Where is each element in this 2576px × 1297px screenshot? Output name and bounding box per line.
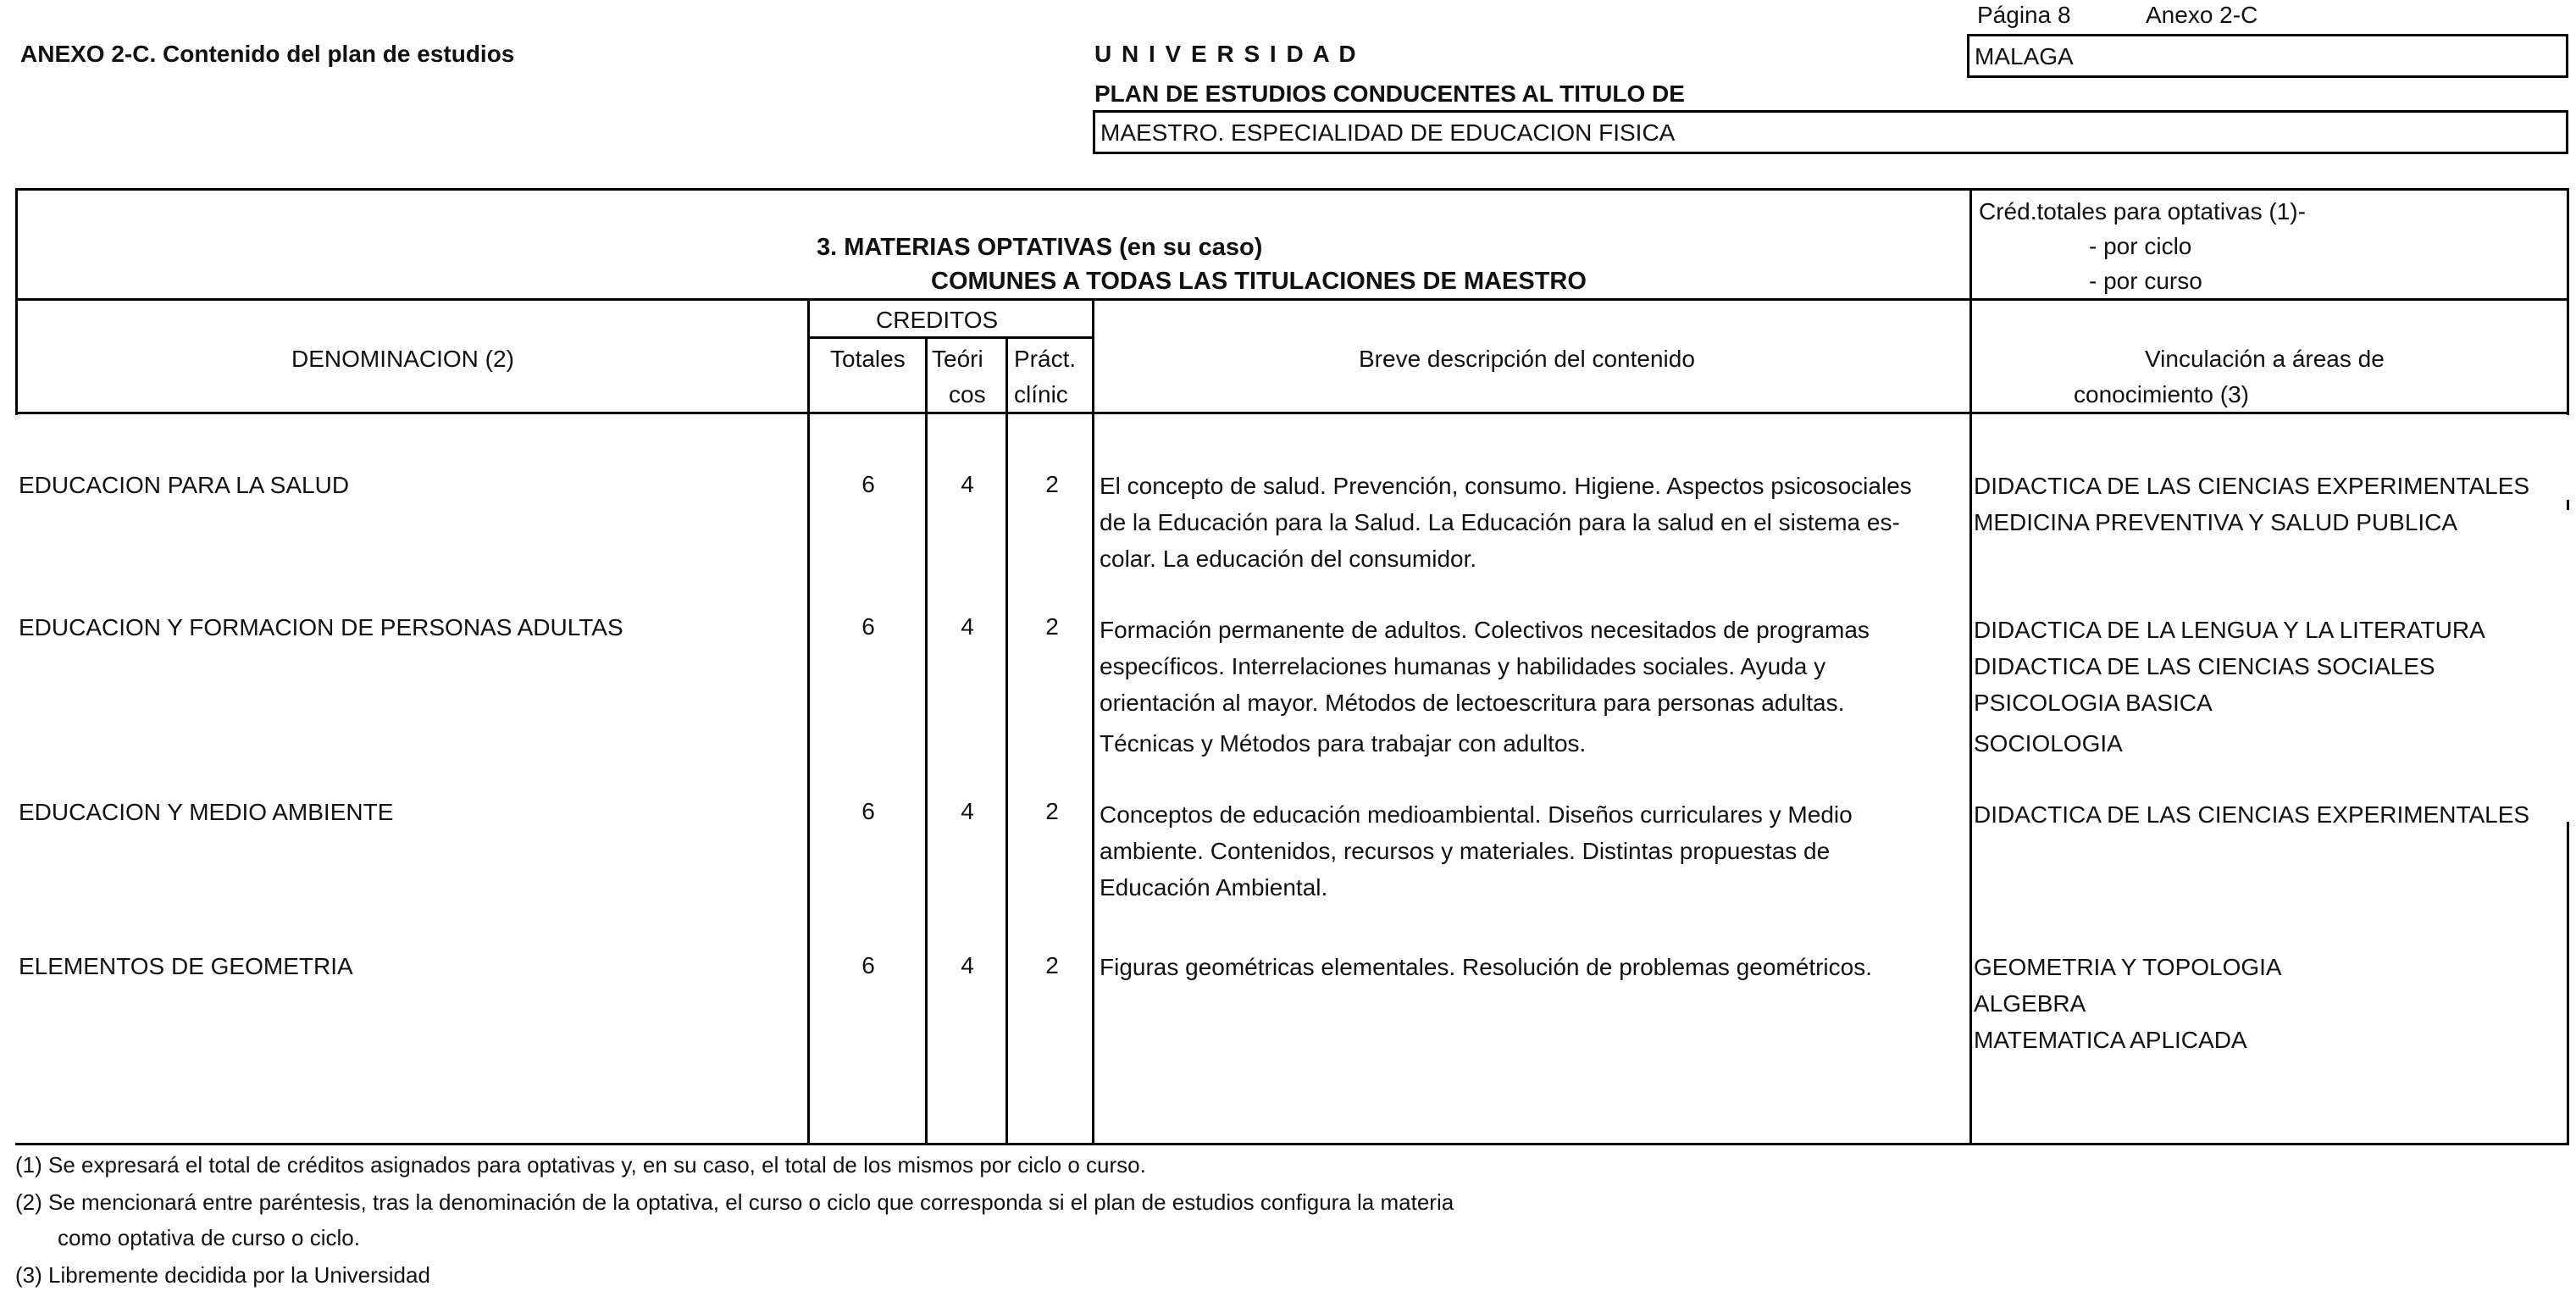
row-descripcion-line: Figuras geométricas elementales. Resolución de problemas geométricos. bbox=[1100, 954, 1872, 980]
row-teoricos: 4 bbox=[961, 798, 974, 824]
row-descripcion-line: Técnicas y Métodos para trabajar con adultos. bbox=[1100, 730, 1587, 757]
row-totales: 6 bbox=[861, 952, 875, 978]
plan-label: PLAN DE ESTUDIOS CONDUCENTES AL TITULO DE bbox=[1094, 80, 1685, 107]
row-area: DIDACTICA DE LAS CIENCIAS SOCIALES bbox=[1974, 653, 2435, 679]
row-teoricos: 4 bbox=[961, 471, 974, 497]
row-practicos: 2 bbox=[1045, 613, 1059, 640]
row-area: PSICOLOGIA BASICA bbox=[1974, 690, 2213, 716]
row-totales: 6 bbox=[861, 798, 875, 824]
page-number: Página 8 bbox=[1977, 2, 2071, 28]
row-totales: 6 bbox=[861, 471, 875, 497]
row-area: DIDACTICA DE LA LENGUA Y LA LITERATURA bbox=[1974, 617, 2485, 643]
titulo-value: MAESTRO. ESPECIALIDAD DE EDUCACION FISICA bbox=[1100, 119, 1676, 146]
row-descripcion-line: Conceptos de educación medioambiental. Diseños curriculares y Medio bbox=[1100, 801, 1853, 828]
row-area: MATEMATICA APLICADA bbox=[1974, 1027, 2247, 1053]
row-denominacion: EDUCACION Y MEDIO AMBIENTE bbox=[19, 799, 394, 825]
row-area: MEDICINA PREVENTIVA Y SALUD PUBLICA bbox=[1974, 509, 2458, 535]
anexo-label: Anexo 2-C bbox=[2146, 2, 2258, 28]
universidad-label: U N I V E R S I D A D bbox=[1094, 41, 1358, 67]
row-descripcion-line: orientación al mayor. Métodos de lectoescritura para personas adultas. bbox=[1100, 690, 1845, 716]
col-teoricos-line1: Teóri bbox=[932, 346, 983, 372]
section-title: 3. MATERIAS OPTATIVAS (en su caso) bbox=[817, 234, 1263, 261]
row-denominacion: EDUCACION PARA LA SALUD bbox=[19, 472, 350, 498]
col-practicos-line2: clínic bbox=[1014, 381, 1068, 407]
row-practicos: 2 bbox=[1045, 798, 1059, 824]
footnote-3: (3) Libremente decidida por la Universidad bbox=[15, 1262, 430, 1288]
row-area: DIDACTICA DE LAS CIENCIAS EXPERIMENTALES bbox=[1974, 801, 2530, 828]
row-area: DIDACTICA DE LAS CIENCIAS EXPERIMENTALES bbox=[1974, 473, 2530, 499]
col-totales: Totales bbox=[830, 346, 906, 372]
titulo-box bbox=[1093, 110, 2568, 154]
row-denominacion: ELEMENTOS DE GEOMETRIA bbox=[19, 953, 353, 979]
row-descripcion-line: Formación permanente de adultos. Colectivos necesitados de programas bbox=[1100, 617, 1870, 643]
row-area: SOCIOLOGIA bbox=[1974, 730, 2123, 757]
col-denominacion: DENOMINACION (2) bbox=[291, 346, 514, 372]
row-descripcion-line: Educación Ambiental. bbox=[1100, 874, 1328, 901]
document-title: ANEXO 2-C. Contenido del plan de estudios bbox=[20, 41, 515, 67]
col-descripcion: Breve descripción del contenido bbox=[1359, 346, 1695, 372]
row-area: ALGEBRA bbox=[1974, 990, 2086, 1017]
col-vinculacion-line2: conocimiento (3) bbox=[2074, 381, 2249, 407]
row-totales: 6 bbox=[861, 613, 875, 640]
row-denominacion: EDUCACION Y FORMACION DE PERSONAS ADULTAS bbox=[19, 614, 623, 640]
row-area: GEOMETRIA Y TOPOLOGIA bbox=[1974, 954, 2282, 980]
col-creditos: CREDITOS bbox=[876, 307, 999, 333]
credits-ciclo-label: - por ciclo bbox=[2089, 233, 2192, 259]
row-practicos: 2 bbox=[1045, 471, 1059, 497]
col-practicos-line1: Práct. bbox=[1014, 346, 1077, 372]
row-teoricos: 4 bbox=[961, 613, 974, 640]
footnote-2: (2) Se mencionará entre paréntesis, tras la denominación de la optativa, el curso o ciclo que corresponda si el plan de estudios configura la materia bbox=[15, 1189, 1454, 1215]
col-teoricos-line2: cos bbox=[949, 381, 986, 407]
col-vinculacion-line1: Vinculación a áreas de bbox=[2145, 346, 2385, 372]
row-descripcion-line: específicos. Interrelaciones humanas y habilidades sociales. Ayuda y bbox=[1100, 653, 1826, 679]
row-descripcion-line: de la Educación para la Salud. La Educación para la salud en el sistema es- bbox=[1100, 509, 1900, 535]
universidad-value: MALAGA bbox=[1975, 43, 2074, 69]
row-practicos: 2 bbox=[1045, 952, 1059, 978]
row-descripcion-line: colar. La educación del consumidor. bbox=[1100, 546, 1477, 572]
footnote-1: (1) Se expresará el total de créditos asignados para optativas y, en su caso, el total de los mismos por ciclo o curso. bbox=[15, 1152, 1146, 1178]
footnote-2-continuation: como optativa de curso o ciclo. bbox=[58, 1225, 360, 1250]
universidad-box bbox=[1967, 34, 2568, 78]
credits-curso-label: - por curso bbox=[2089, 268, 2202, 294]
section-subtitle: COMUNES A TODAS LAS TITULACIONES DE MAESTRO bbox=[931, 268, 1587, 295]
row-descripcion-line: ambiente. Contenidos, recursos y materiales. Distintas propuestas de bbox=[1100, 838, 1831, 864]
row-descripcion-line: El concepto de salud. Prevención, consumo. Higiene. Aspectos psicosociales bbox=[1100, 473, 1912, 499]
row-teoricos: 4 bbox=[961, 952, 974, 978]
credits-total-label: Créd.totales para optativas (1)- bbox=[1979, 198, 2306, 224]
